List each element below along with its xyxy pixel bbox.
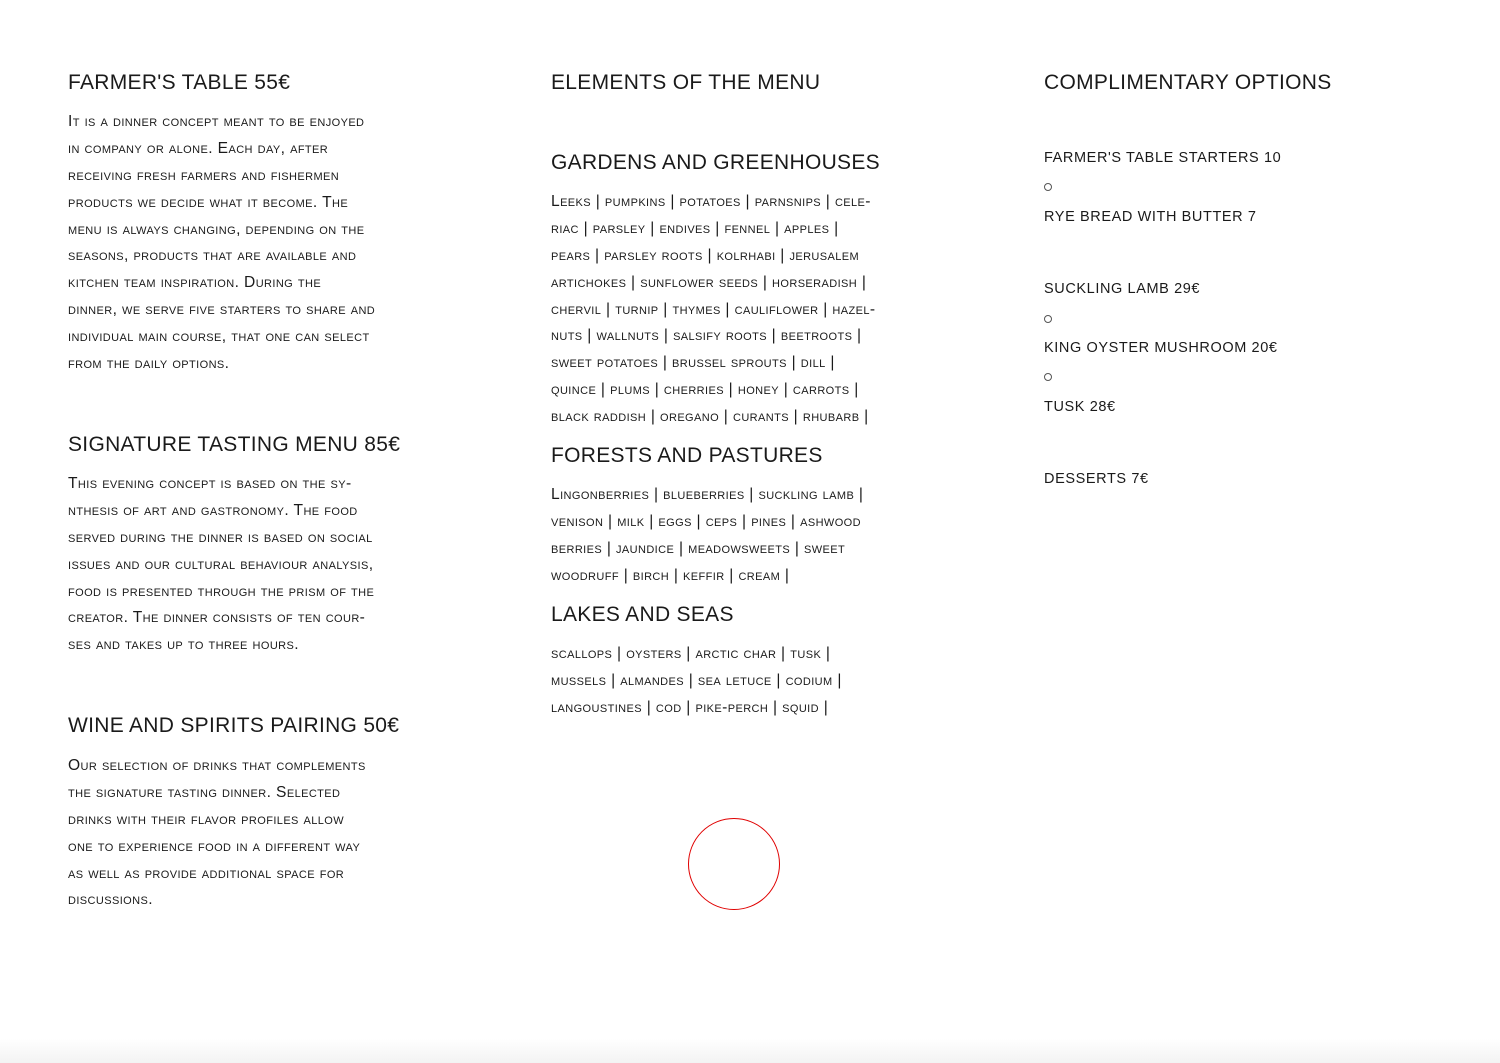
forests-title: FORESTS AND PASTURES xyxy=(551,444,823,467)
ingredient-line: quince | plums | cherries | honey | carrots | xyxy=(551,381,859,399)
description-line: individual main course, that one can select xyxy=(68,328,370,346)
description-line: one to experience food in a different way xyxy=(68,837,361,855)
ingredient-line: scallops | oysters | arctic char | tusk | xyxy=(551,645,831,662)
circle-separator-icon xyxy=(1044,315,1052,323)
description-line: drinks with their flavor profiles allow xyxy=(68,810,345,828)
description-line: products we decide what it become. The xyxy=(68,193,349,211)
description-line: seasons, products that are available and xyxy=(68,247,357,265)
option-item: SUCKLING LAMB 29€ xyxy=(1044,281,1201,297)
ingredient-line: riac | parsley | endives | fennel | apples | xyxy=(551,219,839,237)
description-line: receiving fresh farmers and fishermen xyxy=(68,166,340,184)
description-line: This evening concept is based on the sy- xyxy=(68,475,352,492)
circle-separator-icon xyxy=(1044,183,1052,191)
ingredient-line: langoustines | cod | pike-perch | squid | xyxy=(551,698,829,716)
ingredient-line: woodruff | birch | keffir | cream | xyxy=(551,566,790,584)
page-bottom-edge xyxy=(0,1039,1500,1063)
lakes-title: LAKES AND SEAS xyxy=(551,603,734,626)
lakes-ingredients xyxy=(551,641,842,722)
description-line: the signature tasting dinner. Selected xyxy=(68,783,341,801)
description-line: It is a dinner concept meant to be enjoyed xyxy=(68,113,365,130)
description-line: dinner, we serve five starters to share and xyxy=(68,301,376,319)
description-line: from the daily options. xyxy=(68,355,230,373)
circle-separator-icon xyxy=(1044,373,1052,381)
farmers-table-title: FARMER'S TABLE 55€ xyxy=(68,71,291,94)
description-line: issues and our cultural behaviour analysis, xyxy=(68,555,374,573)
ingredient-line: Leeks | pumpkins | potatoes | parnsnips | cele- xyxy=(551,193,871,210)
description-line: in company or alone. Each day, after xyxy=(68,139,329,157)
description-line: as well as provide additional space for xyxy=(68,864,345,882)
description-line: discussions. xyxy=(68,891,153,909)
gardens-title: GARDENS AND GREENHOUSES xyxy=(551,151,880,174)
ingredient-line: chervil | turnip | thymes | cauliflower | hazel- xyxy=(551,300,876,318)
ingredient-line: berries | jaundice | meadowsweets | sweet xyxy=(551,539,846,557)
description-line: served during the dinner is based on social xyxy=(68,528,373,546)
ingredient-line: black raddish | oregano | curants | rhubarb | xyxy=(551,408,869,426)
wine-pairing-description xyxy=(68,753,366,914)
description-line: Our selection of drinks that complements xyxy=(68,757,366,774)
description-line: ses and takes up to three hours. xyxy=(68,636,299,654)
option-item: RYE BREAD WITH BUTTER 7 xyxy=(1044,209,1257,225)
farmers-table-description xyxy=(68,109,375,378)
option-item: KING OYSTER MUSHROOM 20€ xyxy=(1044,340,1278,356)
ingredient-line: sweet potatoes | brussel sprouts | dill | xyxy=(551,354,835,372)
description-line: food is presented through the prism of the xyxy=(68,582,375,600)
option-item: FARMER'S TABLE STARTERS 10 xyxy=(1044,150,1282,166)
ingredient-line: mussels | almandes | sea letuce | codium | xyxy=(551,671,842,689)
ingredient-line: pears | parsley roots | kolrhabi | jerusalem xyxy=(551,246,860,264)
ingredient-line: Lingonberries | blueberries | suckling lamb | xyxy=(551,486,864,503)
gardens-ingredients xyxy=(551,189,875,431)
signature-tasting-title: SIGNATURE TASTING MENU 85€ xyxy=(68,433,401,456)
option-item: DESSERTS 7€ xyxy=(1044,471,1149,487)
description-line: nthesis of art and gastronomy. The food xyxy=(68,501,358,519)
complimentary-title: COMPLIMENTARY OPTIONS xyxy=(1044,71,1332,94)
description-line: menu is always changing, depending on the xyxy=(68,220,365,238)
red-circle-cursor-icon xyxy=(688,818,780,910)
description-line: creator. The dinner consists of ten cour- xyxy=(68,609,366,627)
option-item: TUSK 28€ xyxy=(1044,399,1116,415)
ingredient-line: artichokes | sunflower seeds | horseradish | xyxy=(551,273,867,291)
ingredient-line: nuts | wallnuts | salsify roots | beetroots | xyxy=(551,327,862,345)
description-line: kitchen team inspiration. During the xyxy=(68,274,322,292)
forests-ingredients xyxy=(551,482,863,590)
signature-tasting-description xyxy=(68,471,374,659)
ingredient-line: venison | milk | eggs | ceps | pines | ashwood xyxy=(551,512,861,530)
wine-pairing-title: WINE AND SPIRITS PAIRING 50€ xyxy=(68,714,400,737)
elements-title: ELEMENTS OF THE MENU xyxy=(551,71,821,94)
